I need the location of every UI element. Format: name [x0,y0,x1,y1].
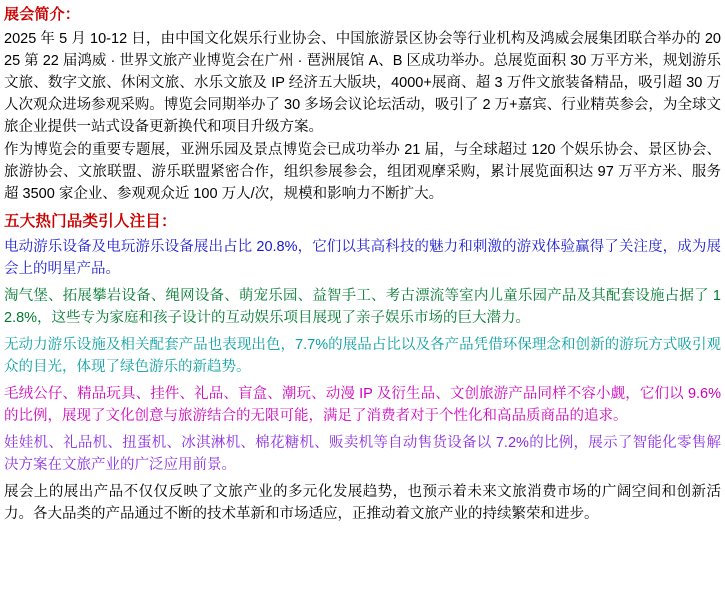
paragraph-conclusion: 展会上的展出产品不仅仅反映了文旅产业的多元化发展趋势，也预示着未来文旅消费市场的广阔空间和创新活力。各大品类的产品通过不断的技术革新和市场适应，正推动着文旅产业的持续繁荣和进步。 [4,483,721,522]
paragraph-category-plush-toys-ip: 毛绒公仔、精品玩具、挂件、礼品、盲盒、潮玩、动漫 IP 及衍生品、文创旅游产品同样不容小觑，它们以 9.6%的比例，展现了文化创意与旅游结合的无限可能，满足了消费者对于个性化和高品质商品的追求。 [4,385,721,424]
paragraph-asia-attractions-expo: 作为博览会的重要专题展，亚洲乐园及景点博览会已成功举办 21 届，与全球超过 120 个娱乐协会、景区协会、旅游协会、文旅联盟、游乐联盟紧密合作，组织参展参会，组团观摩采购，累计展览面积达 97 万平方米、服务超 3500 家企业、参观观众近 100 万人/次，规模和影响力不断扩大。 [4,141,721,203]
paragraph-exhibition-overview: 2025 年 5 月 10-12 日，由中国文化娱乐行业协会、中国旅游景区协会等行业机构及鸿威会展集团联合举办的 2025 第 22 届鸿威 · 世界文旅产业博览会在广州 · 琶洲展馆 A、B 区成功举办。总展览面积 30 万平方米，规划游乐文旅、数字文旅、休闲文旅、水乐文旅及 IP 经济五大版块，4000+展商、超 3 万件文旅装备精品，吸引超 30 万人次观众进场参观采购。博览会同期举办了 30 多场会议论坛活动，吸引了 2 万+嘉宾、行业精英参会，为全球文旅企业提供一站式设备更新换代和项目升级方案。 [4,30,721,135]
paragraph-category-indoor-playground: 淘气堡、拓展攀岩设备、绳网设备、萌宠乐园、益智手工、考古漂流等室内儿童乐园产品及其配套设施占据了 12.8%，这些专为家庭和孩子设计的互动娱乐项目展现了亲子娱乐市场的巨大潜力。 [4,287,721,326]
section-heading-exhibition-intro: 展会简介： [4,6,81,23]
paragraph-category-non-powered-facilities: 无动力游乐设施及相关配套产品也表现出色，7.7%的展品占比以及各产品凭借环保理念和创新的游玩方式吸引观众的目光，体现了绿色游乐的新趋势。 [4,336,721,375]
paragraph-category-vending-machines: 娃娃机、礼品机、扭蛋机、冰淇淋机、棉花糖机、贩卖机等自动售货设备以 7.2%的比例，展示了智能化零售解决方案在文旅产业的广泛应用前景。 [4,434,721,473]
section-heading-top-categories: 五大热门品类引人注目： [4,213,177,231]
paragraph-category-electric-amusement: 电动游乐设备及电玩游乐设备展出占比 20.8%，它们以其高科技的魅力和刺激的游戏体验赢得了关注度，成为展会上的明星产品。 [4,238,721,277]
